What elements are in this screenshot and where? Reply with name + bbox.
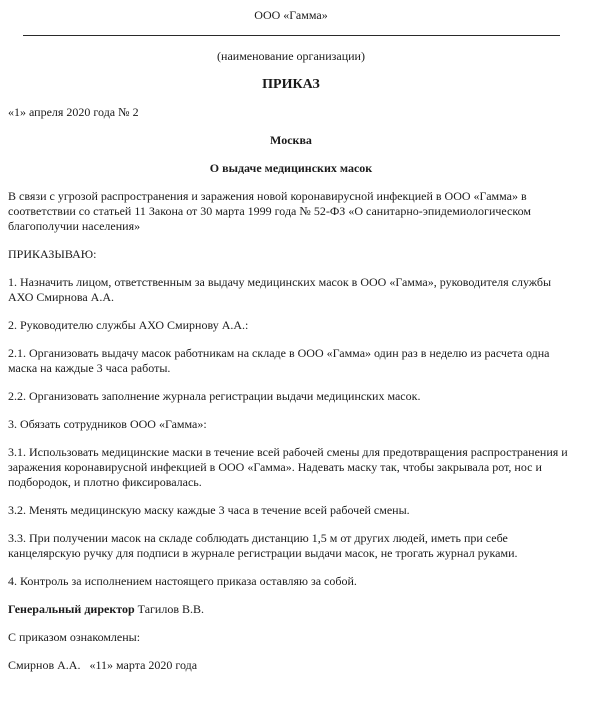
order-item-3-1: 3.1. Использовать медицинские маски в течение всей рабочей смены для предотвращения распространения и заражения коронавирусной инфекцией в ООО «Гамма». Надевать маску так, чтобы закрывала рот, нос и подбородок, и плотно фиксировалась. — [8, 445, 568, 489]
order-item-2-1: 2.1. Организовать выдачу масок работникам на складе в ООО «Гамма» один раз в неделю из расчета одна маска на каждые 3 часа работы. — [8, 346, 550, 375]
order-item-1: 1. Назначить лицом, ответственным за выдачу медицинских масок в ООО «Гамма», руководителя службы АХО Смирнова А.А. — [8, 275, 552, 304]
order-item-2-2: 2.2. Организовать заполнение журнала регистрации выдачи медицинских масок. — [8, 389, 421, 403]
doc-title: ПРИКАЗ — [262, 77, 320, 92]
ack-line — [8, 658, 574, 673]
order-item-3-3: 3.3. При получении масок на складе соблюдать дистанцию 1,5 м от других людей, иметь при себе канцелярскую ручку для подписи в журнале регистрации выдачи масок, не трогать журнал руками. — [8, 531, 518, 560]
order-item-3-2: 3.2. Менять медицинскую маску каждые 3 часа в течение всей рабочей смены. — [8, 503, 410, 517]
preamble: В связи с угрозой распространения и заражения новой коронавирусной инфекцией в ООО «Гамма» в соответствии со статьей 11 Закона от 30 марта 1999 года № 52-ФЗ «О санитарно-эпидемиологическом благополучии населения» — [8, 189, 531, 233]
ack-label: С приказом ознакомлены: — [8, 630, 141, 644]
order-item-4: 4. Контроль за исполнением настоящего приказа оставляю за собой. — [8, 574, 357, 588]
date-number-line: «1» апреля 2020 года № 2 — [8, 105, 139, 119]
signature-title: Генеральный директор — [8, 602, 135, 616]
order-item-3: 3. Обязать сотрудников ООО «Гамма»: — [8, 417, 207, 431]
org-caption: (наименование организации) — [217, 49, 365, 63]
ack-name: Смирнов А.А. — [8, 658, 81, 672]
subject: О выдаче медицинских масок — [209, 161, 373, 175]
org-name: ООО «Гамма» — [254, 8, 328, 22]
signature-name: Тагилов В.В. — [137, 602, 205, 616]
order-word: ПРИКАЗЫВАЮ: — [8, 247, 97, 261]
ack-date: «11» марта 2020 года — [89, 658, 198, 672]
signature-line — [8, 602, 574, 617]
org-name-underline — [23, 35, 560, 36]
city: Москва — [270, 133, 312, 147]
order-item-2: 2. Руководителю службы АХО Смирнову А.А.: — [8, 318, 249, 332]
